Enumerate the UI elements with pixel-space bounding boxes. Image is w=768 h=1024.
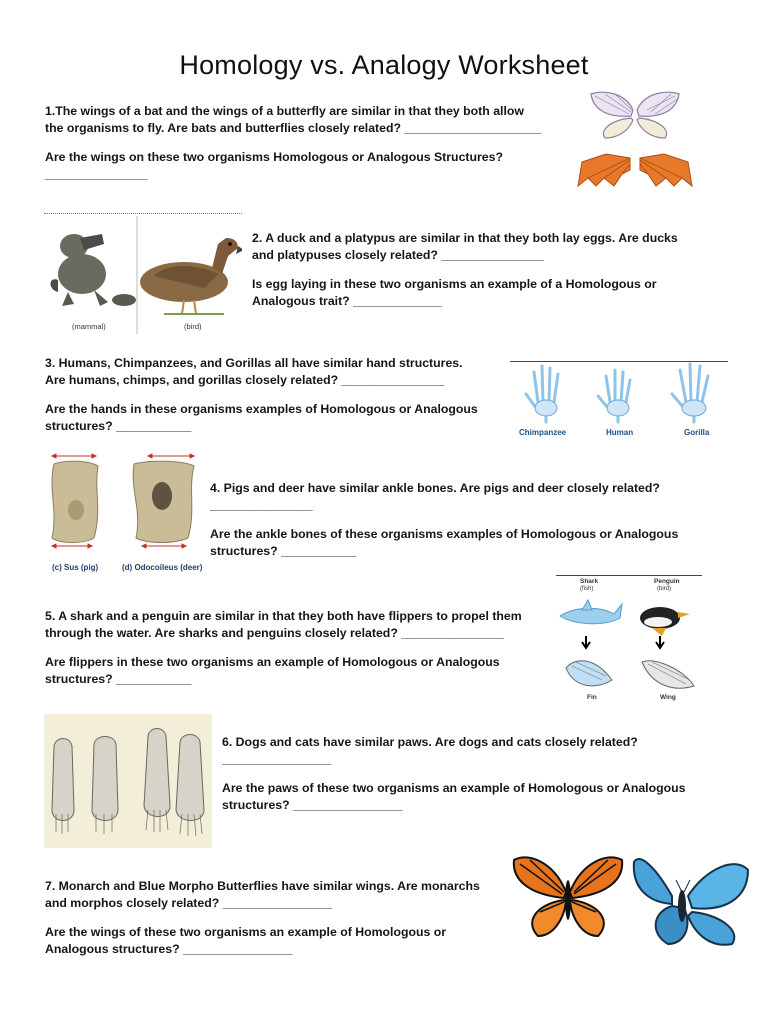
question-6 bbox=[222, 734, 692, 814]
question-4-followup: Are the ankle bones of these organisms examples of Homologous or Analogous structures? ___________ bbox=[210, 527, 679, 558]
question-3 bbox=[45, 355, 485, 435]
question-5-text: 5. A shark and a penguin are similar in that they both have flippers to propel them through the water. Are sharks and penguins closely related? _______________ bbox=[45, 609, 522, 640]
question-5-followup: Are flippers in these two organisms an example of Homologous or Analogous structures? ___________ bbox=[45, 655, 500, 686]
question-4-text: 4. Pigs and deer have similar ankle bones. Are pigs and deer closely related? _______________ bbox=[210, 481, 660, 512]
caption-wing: Wing bbox=[660, 694, 676, 701]
bat-wings-image bbox=[576, 152, 694, 190]
question-5 bbox=[45, 608, 550, 688]
question-7-followup: Are the wings of these two organisms an example of Homologous or Analogous structures? ________________ bbox=[45, 925, 447, 956]
caption-shark-sub: (fish) bbox=[580, 586, 594, 592]
blue-morpho-butterfly-image bbox=[632, 852, 752, 948]
question-1-text: 1.The wings of a bat and the wings of a butterfly are similar in that they both allow the organisms to fly. Are bats and butterflies closely related? ____________________ bbox=[45, 104, 542, 135]
question-7 bbox=[45, 878, 500, 958]
shark-penguin-image bbox=[556, 596, 702, 700]
caption-fin: Fin bbox=[587, 694, 597, 701]
caption-penguin: Penguin bbox=[654, 578, 680, 585]
question-4 bbox=[210, 480, 730, 560]
monarch-butterfly-image bbox=[510, 852, 626, 940]
caption-chimpanzee: Chimpanzee bbox=[519, 428, 567, 437]
caption-human: Human bbox=[606, 428, 634, 437]
separator-line bbox=[44, 213, 242, 214]
caption-deer: (d) Odocoileus (deer) bbox=[122, 563, 203, 572]
question-6-followup: Are the paws of these two organisms an example of Homologous or Analogous structures? ________________ bbox=[222, 781, 686, 812]
caption-pig: (c) Sus (pig) bbox=[52, 563, 99, 572]
question-2 bbox=[252, 230, 702, 310]
question-3-followup: Are the hands in these organisms examples of Homologous or Analogous structures? ___________ bbox=[45, 402, 478, 433]
question-1 bbox=[45, 103, 545, 183]
ankle-bones-image bbox=[44, 450, 202, 564]
caption-penguin-sub: (bird) bbox=[657, 586, 672, 592]
question-1-followup: Are the wings on these two organisms Homologous or Analogous Structures? _______________ bbox=[45, 150, 503, 181]
question-6-text: 6. Dogs and cats have similar paws. Are dogs and cats closely related? ________________ bbox=[222, 735, 638, 766]
caption-mammal: (mammal) bbox=[72, 322, 106, 331]
primate-hands-image bbox=[520, 362, 730, 428]
caption-bird: (bird) bbox=[184, 322, 202, 331]
page-title: Homology vs. Analogy Worksheet bbox=[179, 50, 589, 80]
platypus-duck-image bbox=[44, 216, 242, 334]
question-2-text: 2. A duck and a platypus are similar in that they both lay eggs. Are ducks and platypuses closely related? _______________ bbox=[252, 231, 678, 262]
question-3-text: 3. Humans, Chimpanzees, and Gorillas all have similar hand structures. Are humans, chimps, and gorillas closely related? _______________ bbox=[45, 356, 463, 387]
flippers-image-top-rule bbox=[556, 575, 702, 576]
caption-gorilla: Gorilla bbox=[684, 428, 710, 437]
question-7-text: 7. Monarch and Blue Morpho Butterflies have similar wings. Are monarchs and morphos closely related? ________________ bbox=[45, 879, 480, 910]
butterfly-wings-image bbox=[585, 88, 685, 140]
caption-shark: Shark bbox=[580, 578, 599, 585]
dog-cat-paws-image bbox=[44, 714, 212, 848]
question-2-followup: Is egg laying in these two organisms an example of a Homologous or Analogous trait? _____________ bbox=[252, 277, 657, 308]
